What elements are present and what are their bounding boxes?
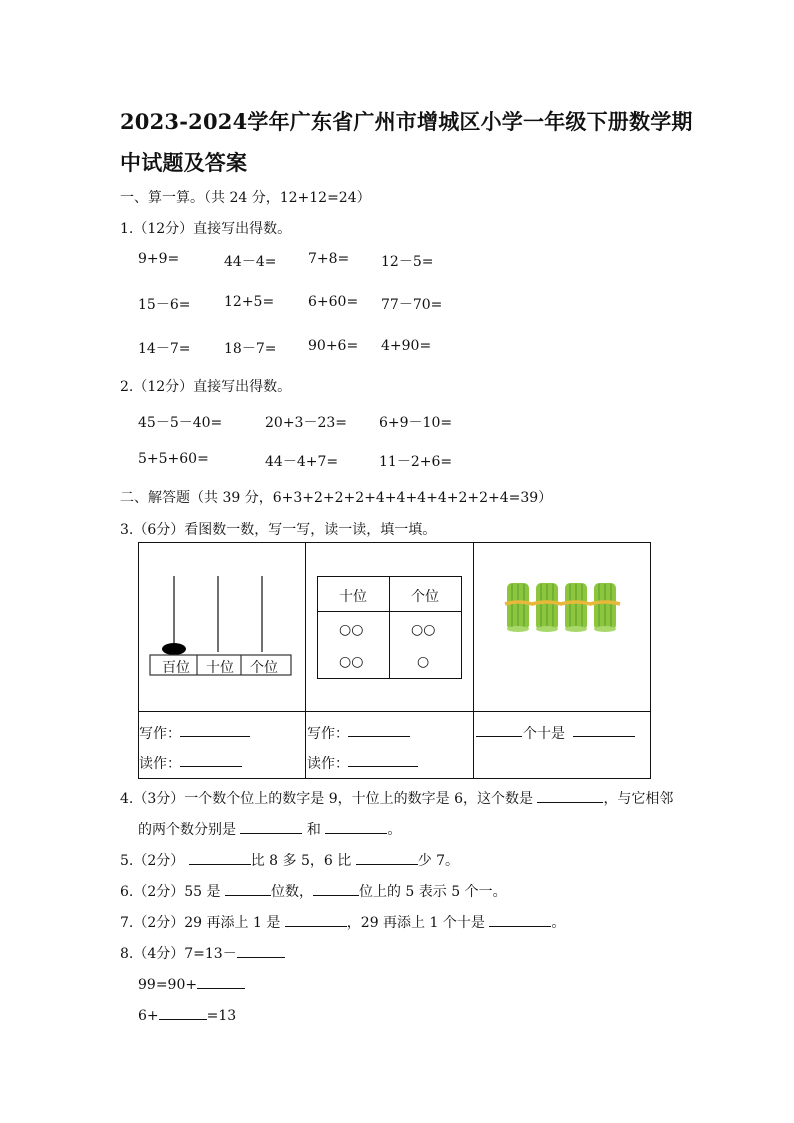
- q4-text-a: 4.（3分）一个数个位上的数字是 9，十位上的数字是 6，这个数是: [120, 791, 533, 807]
- q1-label: 1.（12分）直接写出得数。: [120, 221, 292, 237]
- stick-bundle: [565, 583, 587, 632]
- q5: [120, 850, 459, 870]
- answer-blank[interactable]: [159, 1005, 207, 1020]
- q3-read-label-2: 读作：: [307, 756, 349, 772]
- answer-blank[interactable]: [325, 819, 387, 834]
- stick-bundle: [507, 583, 529, 632]
- abacus-label-hundreds: 百位: [162, 660, 190, 676]
- abacus-bead: [162, 643, 186, 655]
- section1-heading: 一、算一算。（共 24 分，12+12=24）: [120, 190, 371, 206]
- answer-blank[interactable]: [240, 819, 302, 834]
- answer-blank[interactable]: [225, 881, 271, 896]
- abacus-label-ones: 个位: [250, 660, 278, 676]
- q8-line2: [138, 974, 245, 993]
- q8-line1: [120, 943, 285, 963]
- exercise: 6+9－10=: [379, 415, 453, 431]
- exercise: 44－4=: [224, 254, 277, 270]
- exercise: 45－5－40=: [138, 415, 223, 431]
- exercise: 20+3－23=: [265, 415, 347, 431]
- document-title-line1: 2023-2024学年广东省广州市增城区小学一年级下册数学期: [120, 109, 693, 134]
- bundles-of-sticks-illustration: [504, 580, 622, 634]
- q4-line2: [138, 819, 401, 839]
- exercise: 90+6=: [308, 338, 359, 354]
- ones-circles-row1: ○○: [411, 622, 436, 638]
- answer-blank[interactable]: [348, 752, 418, 767]
- q6: [120, 881, 507, 901]
- answer-blank[interactable]: [356, 850, 418, 865]
- q8-line3: [138, 1005, 236, 1024]
- exercise: 44－4+7=: [265, 454, 339, 470]
- q7-text-b: 。: [551, 915, 566, 931]
- stick-bundle: [536, 583, 558, 632]
- section2-heading: 二、解答题（共 39 分，6+3+2+2+2+4+4+4+4+2+2+4=39）: [120, 490, 553, 506]
- answer-blank[interactable]: [237, 943, 285, 958]
- exercise: 14－7=: [138, 341, 191, 357]
- ones-circles-row2: ○: [417, 654, 430, 670]
- q7-prefix: 7.（2分）29 再添上 1 是: [120, 915, 281, 931]
- q4-text-c: 的两个数分别是: [138, 822, 236, 838]
- place-header-ones: 个位: [411, 589, 439, 605]
- q3-write-label-1: 写作：: [139, 726, 181, 742]
- answer-blank[interactable]: [180, 722, 250, 737]
- answer-blank[interactable]: [313, 881, 359, 896]
- exercise: 15－6=: [138, 297, 191, 313]
- exercise: 12+5=: [224, 294, 275, 310]
- answer-blank[interactable]: [197, 974, 245, 989]
- exercise: 12－5=: [381, 254, 434, 270]
- answer-blank[interactable]: [348, 722, 410, 737]
- q8-text-3a: 6+: [138, 1008, 159, 1024]
- q6-text-a: 位数，: [270, 884, 313, 900]
- abacus-label-tens: 十位: [206, 660, 234, 676]
- q8-text-2: 99=90+: [138, 977, 198, 993]
- q3-tens-text: 个十是: [523, 726, 565, 742]
- q3-read-label-1: 读作：: [139, 756, 181, 772]
- document-title-line2: 中试题及答案: [120, 150, 248, 175]
- q4-line1: [120, 788, 673, 808]
- q7-text-a: ，29 再添上 1 个十是: [346, 915, 485, 931]
- answer-blank[interactable]: [537, 788, 603, 803]
- tens-circles-row1: ○○: [339, 622, 364, 638]
- q6-prefix: 6.（2分）55 是: [120, 884, 221, 900]
- answer-blank[interactable]: [285, 912, 347, 927]
- tens-circles-row2: ○○: [339, 654, 364, 670]
- q6-text-b: 位上的 5 表示 5 个一。: [358, 884, 507, 900]
- stick-bundle: [594, 583, 616, 632]
- exercise: 6+60=: [308, 294, 359, 310]
- place-header-tens: 十位: [339, 589, 367, 605]
- q4-text-b: ，与它相邻: [603, 791, 674, 807]
- exercise: 5+5+60=: [138, 451, 209, 467]
- q5-text-b: 少 7。: [417, 853, 460, 869]
- bundle-tie: [505, 602, 620, 604]
- q3-write-label-2: 写作：: [307, 726, 349, 742]
- exercise: 77－70=: [381, 297, 443, 313]
- answer-blank[interactable]: [573, 722, 635, 737]
- q5-prefix: 5.（2分）: [120, 853, 185, 869]
- q8-text-3b: =13: [206, 1008, 237, 1024]
- q3-label: 3.（6分）看图数一数，写一写，读一读，填一填。: [120, 522, 437, 538]
- exercise: 4+90=: [381, 338, 432, 354]
- exercise: 7+8=: [308, 251, 350, 267]
- answer-blank[interactable]: [489, 912, 551, 927]
- q8-text-1: 8.（4分）7=13－: [120, 946, 237, 962]
- q2-label: 2.（12分）直接写出得数。: [120, 379, 292, 395]
- q7: [120, 912, 565, 932]
- answer-blank[interactable]: [189, 850, 251, 865]
- exercise: 18－7=: [224, 341, 277, 357]
- exercise: 9+9=: [138, 251, 180, 267]
- answer-blank[interactable]: [180, 752, 242, 767]
- q5-text-a: 比 8 多 5，6 比: [250, 853, 352, 869]
- q4-text-d: 和: [306, 822, 321, 838]
- answer-blank[interactable]: [476, 722, 522, 737]
- exercise: 11－2+6=: [379, 454, 453, 470]
- q4-text-e: 。: [387, 822, 402, 838]
